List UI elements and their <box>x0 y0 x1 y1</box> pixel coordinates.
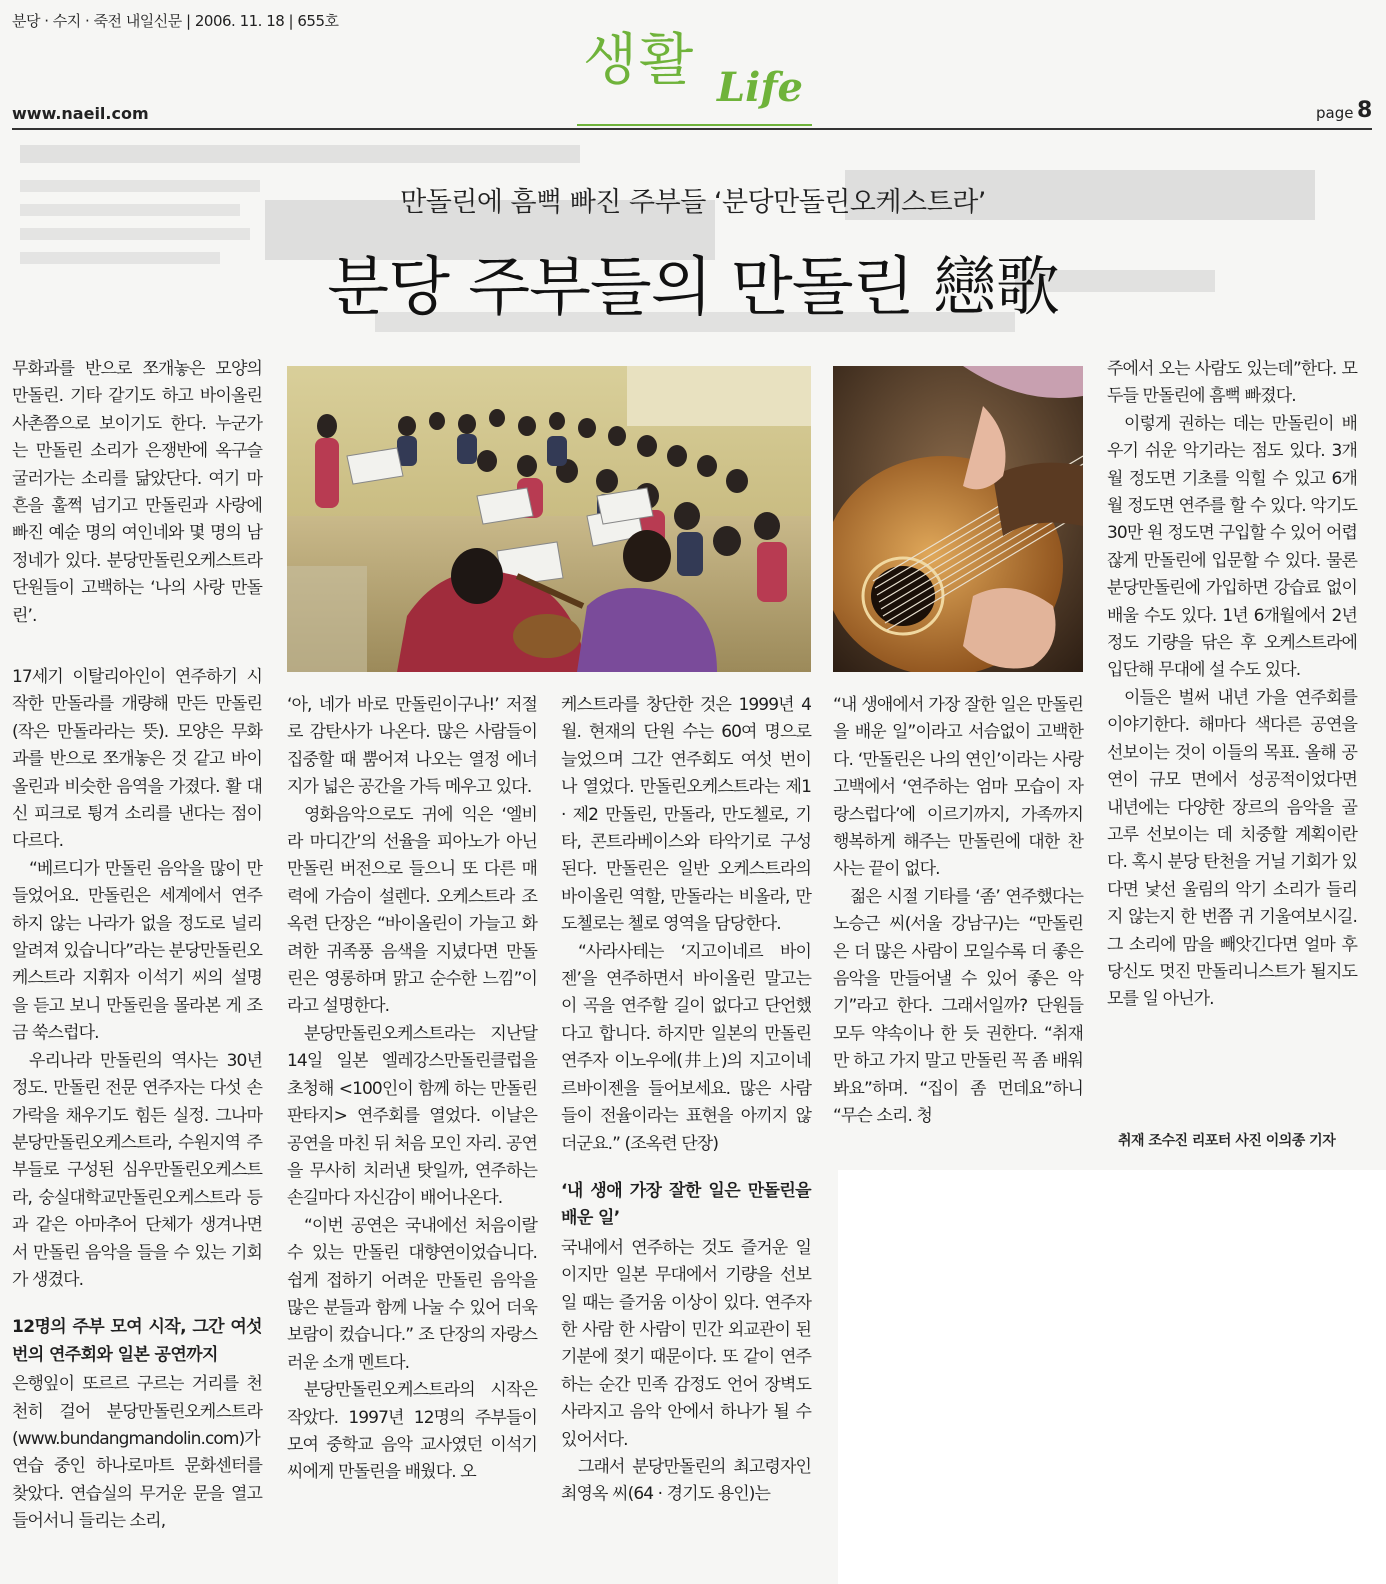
column-5 <box>1107 356 1357 1014</box>
paragraph: “이번 공연은 국내에선 처음이랄 수 있는 만돌린 대향연이었습니다. 쉽게 접하기 어려운 만돌린 음악을 많은 분들과 함께 나눌 수 있어 더욱 보람이 컸습니다.” 조 단장의 자랑스러운 소개 멘트다. <box>287 1215 537 1373</box>
paragraph: 우리나라 만돌린의 역사는 30년 정도. 만돌린 전문 연주자는 다섯 손가락을 채우기도 힘든 실정. 그나마 분당만돌린오케스트라, 수원지역 주부들로 구성된 심우만돌린오케스트라, 숭실대학교만돌린오케스트라 등과 같은 아마추어 단체가 생겨나면서 만돌린 음악을 들을 수 있는 기회가 생겼다. <box>12 1050 262 1290</box>
site-url: www.naeil.com <box>12 104 149 123</box>
paragraph: 영화음악으로도 귀에 익은 ‘엘비라 마디간’의 선율을 피아노가 아닌 만돌린 버전으로 들으니 또 다른 매력에 가슴이 설렌다. 오케스트라 조옥련 단장은 “바이올린이 가늘고 화려한 귀족풍 음색을 지녔다면 만돌린은 영롱하며 맑고 순수한 느낌”이라고 설명한다. <box>287 804 537 1017</box>
lead-paragraph: 무화과를 반으로 쪼개놓은 모양의 만돌린. 기타 같기도 하고 바이올린 사촌쯤으로 보이기도 한다. 누군가는 만돌린 소리가 은쟁반에 옥구슬 굴러가는 소리를 닮았단다. 여기 마흔을 훌쩍 넘기고 만돌린과 사랑에 빠진 예순 명의 여인네와 몇 명의 남정네가 있다. 분당만돌린오케스트라 단원들이 고백하는 ‘나의 사랑 만돌린’. <box>12 359 262 626</box>
masthead: 분당 · 수지 · 죽전 내일신문 | 2006. 11. 18 | 655호 <box>12 12 339 30</box>
column-1-subheading: 12명의 주부 모여 시작, 그간 여섯 번의 연주회와 일본 공연까지 <box>12 1317 262 1365</box>
paragraph: 케스트라를 창단한 것은 1999년 4월. 현재의 단원 수는 60여 명으로 늘었으며 그간 연주회도 여섯 번이나 열었다. 만돌린오케스트라는 제1 · 제2 만돌린, 만돌라, 만도첼로, 기타, 콘트라베이스와 타악기로 구성된다. 만돌린은 일반 오케스트라의 바이올린 역할, 만돌라는 비올라, 만도첼로는 첼로 영역을 담당한다. <box>561 695 811 935</box>
paragraph: 이들은 벌써 내년 가을 연주회를 이야기한다. 해마다 색다른 공연을 선보이는 것이 이들의 목표. 올해 공연이 규모 면에서 성공적이었다면 내년에는 다양한 장르의 음악을 골고루 선보이는 데 치중할 계획이란다. 혹시 분당 탄천을 거닐 기회가 있다면 낯선 울림의 악기 소리가 들리지 않는지 한 번쯤 귀 기울여보시길. 그 소리에 맘을 빼앗긴다면 얼마 후 당신도 멋진 만돌리니스트가 될지도 모를 일 아닌가. <box>1107 687 1357 1010</box>
paragraph: 주에서 오는 사람도 있는데”한다. 모두들 만돌린에 흠뻑 빠졌다. <box>1107 359 1357 407</box>
page-label: page <box>1316 104 1354 122</box>
orchestra-rehearsal-photo <box>287 366 811 672</box>
column-4 <box>833 692 1083 1131</box>
paragraph: 분당만돌린오케스트라는 지난달 14일 일본 엘레강스만돌린클럽을 초청해 <100인이 함께 하는 만돌린 판타지> 연주회를 열었다. 이날은 공연을 마친 뒤 처음 모인 자리. 공연을 무사히 치러낸 탓일까, 연주하는 손길마다 자신감이 배어나온다. <box>287 1023 537 1209</box>
paragraph: “베르디가 만돌린 음악을 많이 만들었어요. 만돌린은 세계에서 연주하지 않는 나라가 없을 정도로 널리 알려져 있습니다”라는 분당만돌린오케스트라 지휘자 이석기 씨의 설명을 듣고 보니 만돌린을 몰라본 게 조금 쑥스럽다. <box>12 858 262 1044</box>
column-3-subheading: ‘내 생애 가장 잘한 일은 만돌린을 배운 일’ <box>561 1180 811 1229</box>
orchestra-photo-illustration <box>287 366 811 672</box>
section-underline <box>577 124 812 126</box>
column-3 <box>561 692 811 1509</box>
article-headline: 분당 주부들의 만돌린 戀歌 <box>327 251 1059 325</box>
section-title-english: Life <box>717 64 803 111</box>
paragraph: 이렇게 권하는 데는 만돌린이 배우기 쉬운 악기라는 점도 있다. 3개월 정도면 기초를 익힐 수 있고 6개월 정도면 연주를 할 수 있다. 악기도 30만 원 정도면 구입할 수 있어 어렵잖게 만돌린에 입문할 수 있다. 물론 분당만돌린에 가입하면 강습료 없이 배울 수도 있다. 1년 6개월에서 2년 정도 기량을 닦은 후 오케스트라에 입단해 무대에 설 수도 있다. <box>1107 413 1357 681</box>
mandolin-photo-illustration <box>833 366 1083 672</box>
paragraph: 국내에서 연주하는 것도 즐거운 일이지만 일본 무대에서 기량을 선보일 때는 즐거움 이상이 있다. 연주자 한 사람 한 사람이 민간 외교관이 된 기분에 젖기 때문이다. 또 같이 연주하는 순간 민족 감정도 언어 장벽도 사라지고 음악 안에서 하나가 될 수 있어서다. <box>561 1237 811 1450</box>
paragraph: “사라사테는 ‘지고이네르 바이젠’을 연주하면서 바이올린 말고는 이 곡을 연주할 길이 없다고 단언했다고 합니다. 하지만 일본의 만돌린 연주자 이노우에(井上)의 지고이네르바이젠을 들어보세요. 많은 사람들이 전율이라는 표현을 아끼지 않더군요.” (조옥련 단장) <box>561 941 811 1154</box>
mandolin-closeup-photo <box>833 366 1083 672</box>
page-number: 8 <box>1357 98 1373 123</box>
paragraph: ‘아, 네가 바로 만돌린이구나!’ 저절로 감탄사가 나온다. 많은 사람들이 집중할 때 뿜어져 나오는 열정 에너지가 넓은 공간을 가득 메우고 있다. <box>287 695 537 798</box>
section-banner <box>577 14 812 126</box>
paragraph: 17세기 이탈리아인이 연주하기 시작한 만돌라를 개량해 만든 만돌린(작은 만돌라라는 뜻). 모양은 무화과를 반으로 쪼개놓은 것 같고 바이올린과 비슷한 음역을 가졌다. 활 대신 피크로 튕겨 소리를 낸다는 점이 다르다. <box>12 667 262 852</box>
column-1 <box>12 664 262 1536</box>
column-2 <box>287 692 537 1487</box>
paragraph: 젊은 시절 기타를 ‘좀’ 연주했다는 노승근 씨(서울 강남구)는 “만돌린은 더 많은 사람이 모일수록 더 좋은 음악을 만들어낼 수 있어 좋은 악기”라고 한다. 그래서일까? 단원들 모두 약속이나 한 듯 권한다. “취재만 하고 가지 말고 만돌린 꼭 좀 배워봐요”하며. “집이 좀 먼데요”하니 “무슨 소리. 청 <box>833 886 1083 1127</box>
paragraph: 은행잎이 또르르 구르는 거리를 천천히 걸어 분당만돌린오케스트라(www.bundangmandolin.com)가 연습 중인 하나로마트 문화센터를 찾았다. 연습실의 무거운 문을 열고 들어서니 들리는 소리, <box>12 1374 262 1532</box>
column-1-lead <box>12 356 262 630</box>
section-title-korean: 생활 <box>583 28 696 93</box>
header-rule <box>12 128 1372 130</box>
blank-margin <box>838 1170 1386 1584</box>
paragraph: 그래서 분당만돌린의 최고령자인 최영옥 씨(64 · 경기도 용인)는 <box>561 1456 811 1505</box>
byline-credit: 취재 조수진 리포터 사진 이의종 기자 <box>1118 1133 1336 1149</box>
paragraph: 분당만돌린오케스트라의 시작은 작았다. 1997년 12명의 주부들이 모여 중학교 음악 교사였던 이석기 씨에게 만돌린을 배웠다. 오 <box>287 1380 537 1483</box>
paragraph: “내 생애에서 가장 잘한 일은 만돌린을 배운 일”이라고 서슴없이 고백한다. ‘만돌린은 나의 연인’이라는 사랑 고백에서 ‘연주하는 엄마 모습이 자랑스럽다’에 이르기까지, 가족까지 행복하게 해주는 만돌린에 대한 찬사는 끝이 없다. <box>833 695 1083 880</box>
article-subhead: 만돌린에 흠뻑 빠진 주부들 ‘분당만돌린오케스트라’ <box>400 187 986 218</box>
